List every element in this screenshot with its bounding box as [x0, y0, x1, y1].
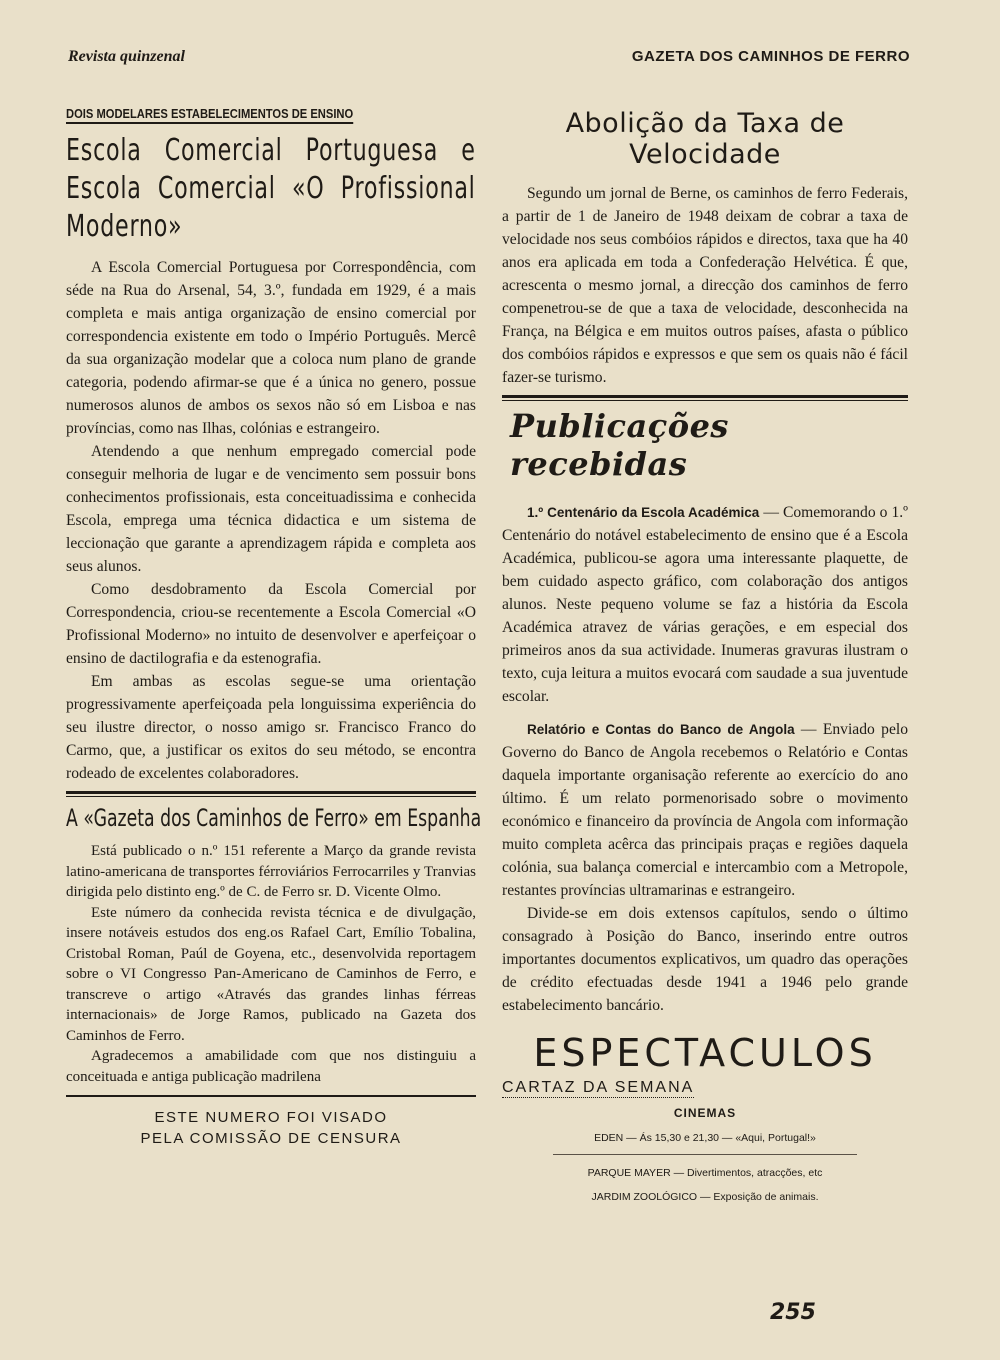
abolition-title: Abolição da Taxa de Velocidade [565, 108, 845, 170]
show-listing: EDEN — Ás 15,30 e 21,30 — «Aqui, Portugal!» [594, 1132, 816, 1144]
publication-paragraph: Divide-se em dois extensos capítulos, sendo o último consagrado à Posição do Banco, inserindo entre outros importantes documentos explicativos, um quadro das operações de crédito efectuadas desde 1941 a 1946 pelo grande estabelecimento bancário. [502, 905, 908, 1014]
spectacles-subtitle: CARTAZ DA SEMANA [502, 1079, 695, 1096]
show-listing: PARQUE MAYER — Divertimentos, atracções, etc [587, 1167, 823, 1179]
publication-lead: 1.º Centenário da Escola Académica [527, 505, 760, 520]
censor-line-1: ESTE NUMERO FOI VISADO [154, 1109, 388, 1126]
abolition-paragraph: Segundo um jornal de Berne, os caminhos de ferro Federais, a partir de 1 de Janeiro de 1948 deixam de cobrar a taxa de velocidade nos seus combóios rápidos e directos, taxa que ha 40 anos era aplicada em toda a Confederação Helvética. É que, acrescenta o mesmo jornal, a direcção dos caminhos de ferro compenetrou-se de que a taxa de velocidade, desconhecida na França, na Bélgica e em muitos outros países, afasta o público dos combóios rápidos e expressos e que sem os quais não é fácil fazer-se turismo. [502, 185, 908, 386]
censor-divider [66, 1095, 476, 1097]
section-title: A «Gazeta dos Caminhos de Ferro» em Espanha [66, 804, 482, 832]
show-listing: JARDIM ZOOLÓGICO — Exposição de animais. [591, 1191, 819, 1203]
cinemas-heading: CINEMAS [673, 1106, 737, 1120]
publication-text: — Comemorando o 1.º Centenário do notável estabelecimento de ensino que é a Escola Académica, publicou-se agora uma interessante plaquette, de bem cuidado aspecto gráfico, com colaboração dos antigos alunos. Neste pequeno volume se faz a história da Escola Académica atravez de várias gerações, e em especial dos primeiros anos da sua actividade. Inumeras gravuras ilustram o texto, cuja leitura a muitos evocará com saudade a sua juventude escolar. [502, 504, 908, 705]
page-number: 255 [770, 1300, 816, 1325]
article-paragraph: Como desdobramento da Escola Comercial por Correspondencia, criou-se recentemente a Escola Comercial «O Profissional Moderno» no intuito de desenvolver e aperfeiçoar o ensino de dactilografia e da estenografia. [66, 581, 476, 667]
censor-line-2: PELA COMISSÃO DE CENSURA [140, 1130, 402, 1147]
article-kicker: DOIS MODELARES ESTABELECIMENTOS DE ENSINO [66, 106, 353, 124]
censor-notice [66, 1107, 476, 1149]
publication-item [502, 718, 908, 902]
article-title: Escola Comercial Portuguesa e Escola Comercial «O Profissional Moderno» [66, 133, 476, 244]
section-paragraph: Está publicado o n.º 151 referente a Março da grande revista latino-americana de transportes férroviários Ferrocarriles y Tranvias dirigida pelo distinto eng.º de C. de Ferro sr. D. Vicente Olmo. [66, 843, 476, 900]
section-divider [66, 791, 476, 797]
article-paragraph: A Escola Comercial Portuguesa por Correspondência, com séde na Rua do Arsenal, 54, 3.º, fundada em 1929, é a mais completa e mais antiga organização de ensino comercial por correspondencia existente em todo o Império Português. Mercê da sua organização modelar que a coloca num plano de grande categoria, podendo afirmar-se que é a única no genero, possue numerosos alunos de ambos os sexos não só em Lisboa e nas províncias, como nas Ilhas, colónias e estrangeiro. [66, 259, 476, 437]
publication-item [502, 501, 908, 708]
publication-text: — Enviado pelo Governo do Banco de Angola recebemos o Relatório e Contas daquela importante organisação referente ao exercício do ano último. É um relato pormenorisado sobre o movimento económico e financeiro da província de Angola com informação muito completa acêrca das principais praças e regiões daquela colónia, sua balança comercial e intercambio com a Metropole, restantes províncias ultramarinas e estrangeiro. [502, 721, 908, 899]
article-paragraph: Atendendo a que nenhum empregado comercial pode conseguir melhoria de lugar e de vencimento sem possuir bons conhecimentos profissionais, esta conceituadissima e conhecida Escola, emprega uma técnica didactica e um sistema de leccionação que garante a aprendizagem rápida e completa aos seus alunos. [66, 443, 476, 575]
section-paragraph: Este número da conhecida revista técnica e de divulgação, insere notáveis estudos dos eng.os Rafael Cart, Emílio Tobalina, Cristobal Roman, Paúl de Goyena, etc., desenvolvida reportagem sobre o VI Congresso Pan-Americano de Caminhos de Ferro, e transcreve o artigo «Através das grandes linhas férreas internacionais» de Jorge Ramos, publicado na Gazeta dos Caminhos de Ferro. [66, 904, 476, 1044]
section-divider [502, 395, 908, 401]
running-head-left: Revista quinzenal [68, 48, 185, 65]
spectacles-title: ESPECTACULOS [533, 1031, 877, 1075]
running-head-right: GAZETA DOS CAMINHOS DE FERRO [631, 48, 910, 65]
section-paragraph: Agradecemos a amabilidade com que nos distinguiu a conceituada e antiga publicação madrilena [66, 1048, 476, 1085]
left-column [66, 100, 482, 1149]
listing-divider [553, 1154, 858, 1155]
right-column [502, 100, 908, 1203]
publications-title: Publicações recebidas [510, 407, 729, 483]
publication-lead: Relatório e Contas do Banco de Angola [527, 722, 795, 737]
article-paragraph: Em ambas as escolas segue-se uma orientação progressivamente aperfeiçoada pela longuissima experiência do seu ilustre director, o nosso amigo sr. Francisco Franco do Carmo, que, a justificar os exitos do seu método, se encontra rodeado de excelentes colaboradores. [66, 673, 476, 782]
